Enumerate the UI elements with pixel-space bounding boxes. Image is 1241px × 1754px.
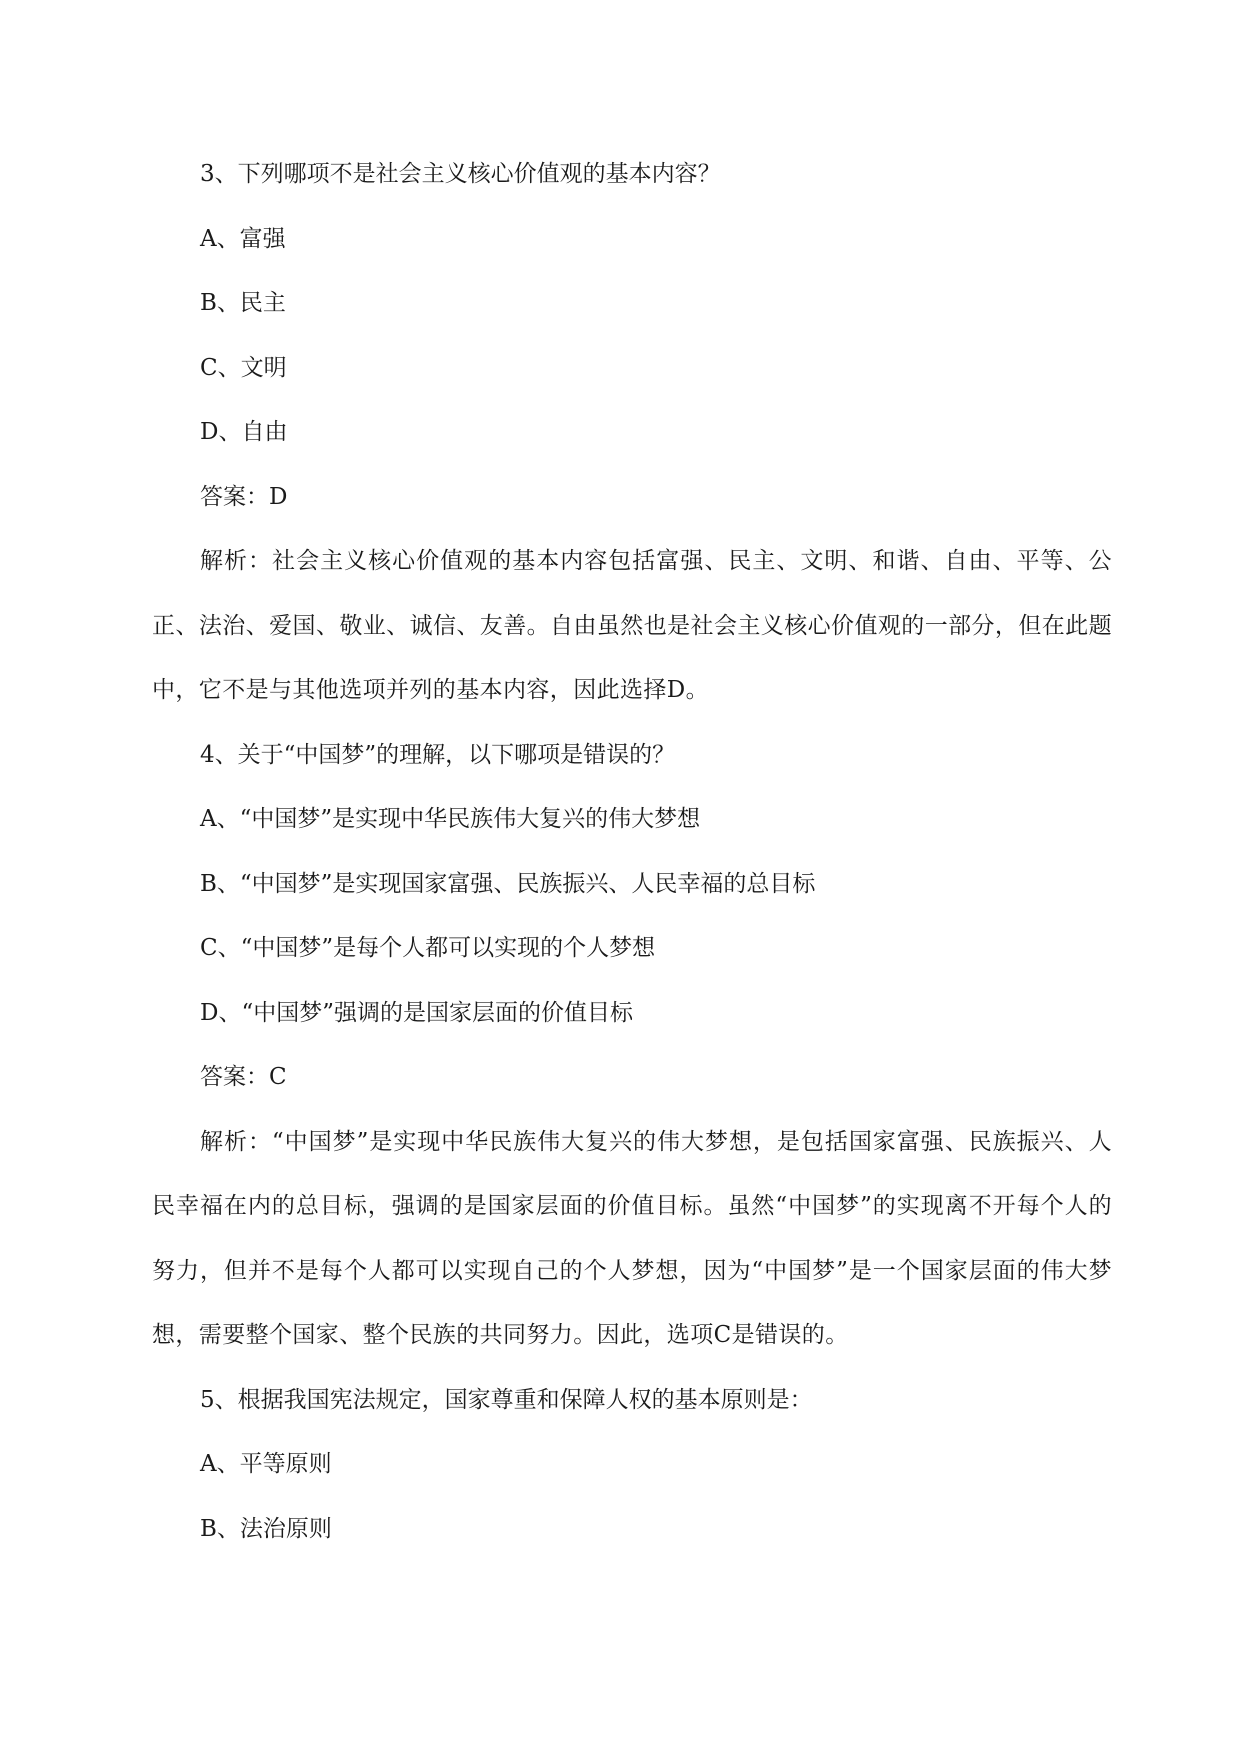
option-c: C、“中国梦”是每个人都可以实现的个人梦想: [200, 935, 656, 961]
option-a: A、富强: [200, 225, 286, 252]
question-stem: 5、根据我国宪法规定，国家尊重和保障人权的基本原则是：: [200, 1386, 813, 1413]
answer: 答案：D: [200, 483, 288, 510]
option-c: C、文明: [200, 354, 287, 381]
option-a: A、平等原则: [200, 1451, 332, 1477]
option-d: D、“中国梦”强调的是国家层面的价值目标: [200, 999, 633, 1026]
option-a: A、“中国梦”是实现中华民族伟大复兴的伟大梦想: [200, 806, 701, 832]
question-stem: 4、关于“中国梦”的理解，以下哪项是错误的？: [200, 741, 676, 768]
document-content: [152, 142, 1112, 1561]
option-d: D、自由: [200, 419, 288, 445]
question-stem: 3、下列哪项不是社会主义核心价值观的基本内容？: [200, 161, 721, 187]
answer: 答案：C: [200, 1064, 287, 1090]
analysis: 解析：“中国梦”是实现中华民族伟大复兴的伟大梦想，是包括国家富强、民族振兴、人民幸福在内的总目标，强调的是国家层面的价值目标。虽然“中国梦”的实现离不开每个人的努力，但并不是每个人都可以实现自己的个人梦想，因为“中国梦”是一个国家层面的伟大梦想，需要整个国家、整个民族的共同努力。因此，选项C是错误的。: [152, 1128, 1112, 1348]
option-b: B、法治原则: [200, 1515, 332, 1542]
analysis: 解析：社会主义核心价值观的基本内容包括富强、民主、文明、和谐、自由、平等、公正、法治、爱国、敬业、诚信、友善。自由虽然也是社会主义核心价值观的一部分，但在此题中，它不是与其他选项并列的基本内容，因此选择D。: [152, 548, 1112, 703]
option-b: B、“中国梦”是实现国家富强、民族振兴、人民幸福的总目标: [200, 870, 816, 897]
option-b: B、民主: [200, 290, 286, 316]
